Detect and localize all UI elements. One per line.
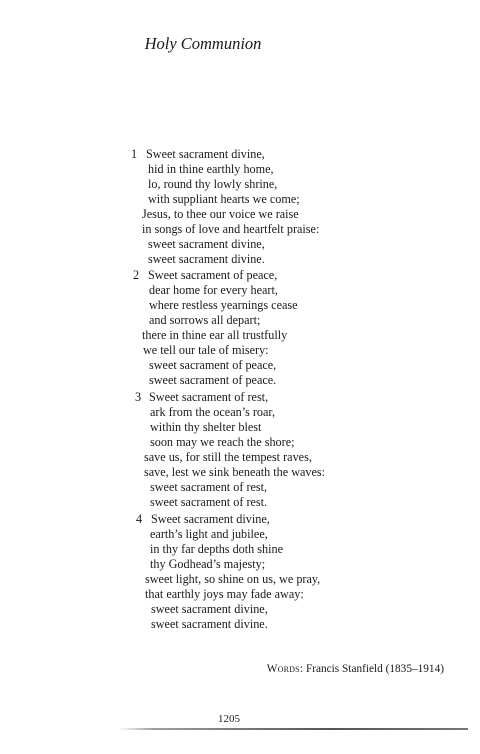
verse-line: sweet sacrament of rest. bbox=[150, 495, 268, 509]
verse-line: there in thine ear all trustfully bbox=[142, 328, 288, 342]
verse-line: ark from the ocean’s roar, bbox=[150, 405, 276, 419]
verse-line: within thy shelter blest bbox=[150, 420, 262, 434]
verse-line: thy Godhead’s majesty; bbox=[150, 557, 266, 571]
verse-line: and sorrows all depart; bbox=[149, 313, 261, 327]
verse-line: that earthly joys may fade away: bbox=[145, 587, 304, 601]
verse-number: 2 bbox=[133, 268, 140, 282]
page-title: Holy Communion bbox=[144, 34, 262, 53]
credit-label: Words: bbox=[266, 663, 304, 675]
verse-line: in thy far depths doth shine bbox=[150, 542, 284, 556]
verse-line: earth’s light and jubilee, bbox=[150, 527, 268, 541]
verse-line: Jesus, to thee our voice we raise bbox=[142, 207, 299, 221]
verse-line: Sweet sacrament of peace, bbox=[148, 268, 278, 282]
verse-line: sweet sacrament divine. bbox=[148, 252, 265, 266]
verse-line: Sweet sacrament of rest, bbox=[149, 390, 269, 404]
verse-line: hid in thine earthly home, bbox=[148, 162, 274, 176]
credit-author: Francis Stanfield (1835–1914) bbox=[305, 663, 444, 675]
verse-number: 1 bbox=[131, 147, 138, 161]
page-number: 1205 bbox=[218, 713, 240, 725]
verse-line: in songs of love and heartfelt praise: bbox=[142, 222, 320, 236]
verse-line: soon may we reach the shore; bbox=[150, 435, 295, 449]
verse-number: 4 bbox=[136, 512, 143, 526]
verse-line: where restless yearnings cease bbox=[149, 298, 298, 312]
verse-line: sweet sacrament divine, bbox=[151, 602, 268, 616]
verse-line: with suppliant hearts we come; bbox=[148, 192, 300, 206]
verse-line: sweet sacrament divine. bbox=[151, 617, 268, 631]
verse-line: Sweet sacrament divine, bbox=[146, 147, 265, 161]
verse-line: save, lest we sink beneath the waves: bbox=[144, 465, 326, 479]
verse-line: sweet sacrament divine, bbox=[148, 237, 265, 251]
verse-line: sweet sacrament of rest, bbox=[150, 480, 268, 494]
author-credit bbox=[267, 663, 444, 675]
verse-line: save us, for still the tempest raves, bbox=[144, 450, 312, 464]
footer-rule bbox=[118, 728, 468, 730]
verse-line: lo, round thy lowly shrine, bbox=[148, 177, 278, 191]
verse-line: Sweet sacrament divine, bbox=[151, 512, 270, 526]
verse-line: we tell our tale of misery: bbox=[143, 343, 269, 357]
verse-number: 3 bbox=[135, 390, 142, 404]
verse-line: sweet sacrament of peace, bbox=[149, 358, 277, 372]
verse-line: sweet light, so shine on us, we pray, bbox=[145, 572, 321, 586]
verse-line: sweet sacrament of peace. bbox=[149, 373, 277, 387]
verse-line: dear home for every heart, bbox=[149, 283, 278, 297]
